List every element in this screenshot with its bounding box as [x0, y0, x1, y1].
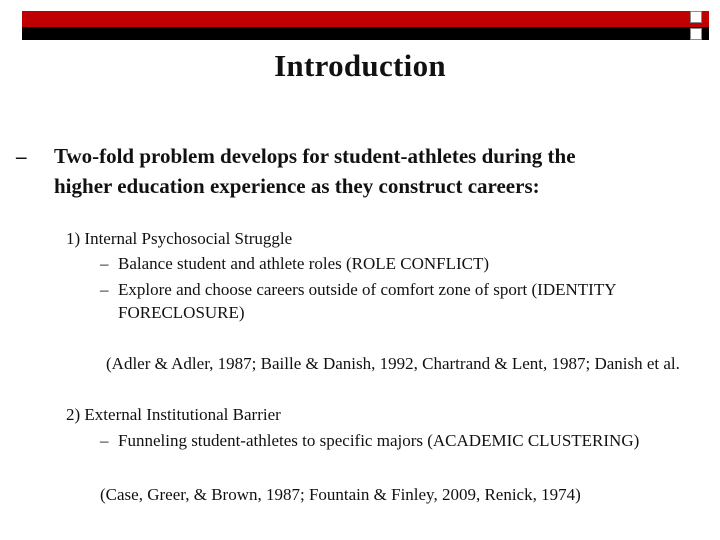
section2-citation: (Case, Greer, & Brown, 1987; Fountain & Finley, 2009, Renick, 1974) [100, 485, 581, 504]
slide-title: Introduction [274, 48, 446, 83]
section1-bullet2-dash: – [100, 280, 109, 299]
corner-square-bottom [690, 28, 702, 40]
section1-bullet1: Balance student and athlete roles (ROLE CONFLICT) [118, 254, 490, 273]
section2-bullet1: Funneling student-athletes to specific majors (ACADEMIC CLUSTERING) [118, 431, 640, 450]
section1-citation: (Adler & Adler, 1987; Baille & Danish, 1992, Chartrand & Lent, 1987; Danish et al. [106, 354, 680, 373]
corner-square-top [690, 11, 702, 23]
header-red-bar [22, 11, 709, 27]
section1-bullet1-dash: – [100, 254, 109, 273]
main-point-line2: higher education experience as they construct careers: [54, 174, 540, 198]
section1-heading: 1) Internal Psychosocial Struggle [66, 229, 293, 248]
section2-heading: 2) External Institutional Barrier [66, 405, 281, 424]
header-black-bar [22, 27, 709, 40]
main-point-dash: – [16, 144, 27, 168]
section2-bullet1-dash: – [100, 431, 109, 450]
section1-bullet2-line1: Explore and choose careers outside of comfort zone of sport (IDENTITY [118, 280, 617, 299]
section1-bullet2-line2: FORECLOSURE) [118, 303, 245, 322]
main-point-line1: Two-fold problem develops for student-athletes during the [54, 144, 576, 168]
